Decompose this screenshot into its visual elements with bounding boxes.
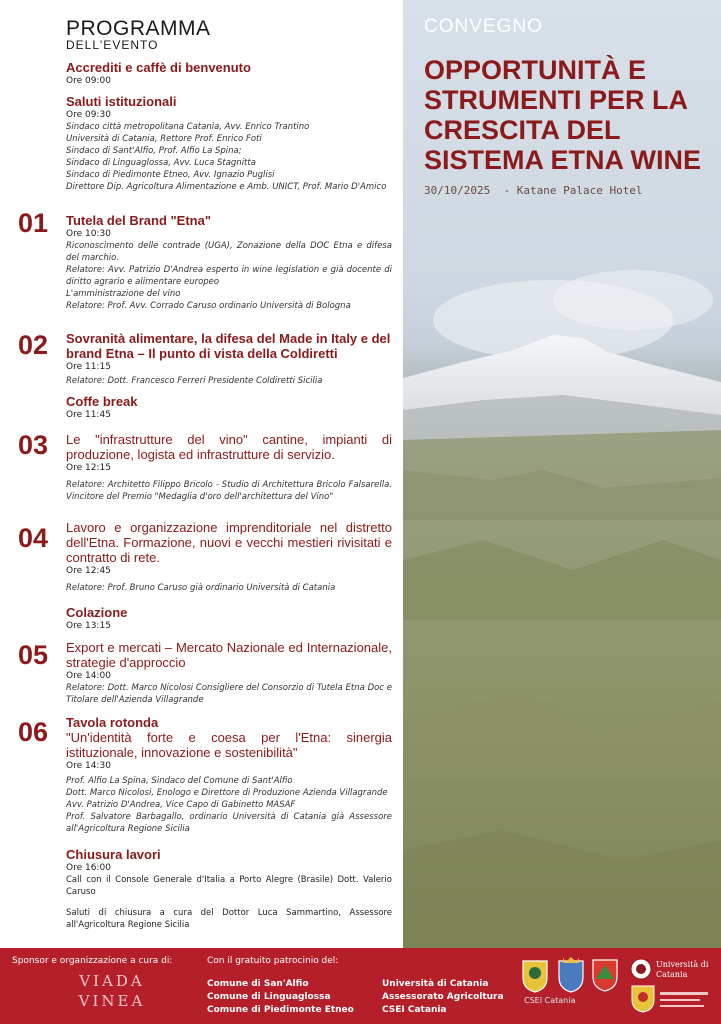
hero-title-line: SISTEMA ETNA WINE xyxy=(424,145,702,175)
session-02 xyxy=(66,331,392,387)
session-number: 05 xyxy=(18,640,49,670)
patron-item: Comune di Piedimonte Etneo xyxy=(207,1005,354,1015)
viada-vinea-logo xyxy=(72,968,152,1016)
session-title: Le "infrastrutture del vino" cantine, impianti di produzione, logista ed infrastrutture di servizio. xyxy=(66,432,392,462)
programme-title: PROGRAMMA xyxy=(66,17,211,40)
csei-logo-text: CSEI Catania xyxy=(524,996,576,1005)
piedimonte-crest-icon xyxy=(590,957,620,993)
event-venue: - Katane Palace Hotel xyxy=(503,184,643,197)
session-line: Sindaco di Linguaglossa, Avv. Luca Stagnitta xyxy=(66,158,256,168)
session-04 xyxy=(66,520,392,594)
patronage-label: Con il gratuito patrocinio del: xyxy=(207,956,339,966)
patron-item: CSEI Catania xyxy=(382,1005,447,1015)
session-line: Avv. Patrizio D'Andrea, Vice Capo di Gabinetto MASAF xyxy=(66,800,296,810)
session-time: Ore 14:30 xyxy=(66,761,111,771)
logo-text: VIADA xyxy=(79,972,145,990)
session-chiusura xyxy=(66,847,392,931)
session-time: Ore 12:45 xyxy=(66,566,111,576)
session-title: Tutela del Brand "Etna" xyxy=(66,213,211,228)
session-time: Ore 10:30 xyxy=(66,229,111,239)
session-time: Ore 11:45 xyxy=(66,410,111,420)
session-number: 04 xyxy=(18,523,49,553)
session-03 xyxy=(66,432,392,503)
session-coffee-break xyxy=(66,394,392,421)
unict-seal-icon xyxy=(630,958,652,980)
linguaglossa-crest-icon xyxy=(556,956,586,994)
session-line: Saluti di chiusura a cura del Dottor Luca Sammartino, Assessore all'Agricoltura Regione Sicilia xyxy=(66,908,392,930)
session-line: Call con il Console Generale d'Italia a Porto Alegre (Brasile) Dott. Valerio Caruso xyxy=(66,875,392,897)
session-line: Prof. Alfio La Spina, Sindaco del Comune di Sant'Alfio xyxy=(66,776,293,786)
patron-item: Comune di Linguaglossa xyxy=(207,992,331,1002)
session-line: Sindaco di Piedimonte Etneo, Avv. Ignazio Puglisi xyxy=(66,170,275,180)
event-date-venue xyxy=(424,184,643,197)
session-title: Chiusura lavori xyxy=(66,847,161,862)
session-title: Accrediti e caffè di benvenuto xyxy=(66,60,251,75)
session-line: Relatore: Prof. Bruno Caruso già ordinario Università di Catania xyxy=(66,583,336,593)
session-title: Sovranità alimentare, la difesa del Made in Italy e del brand Etna – Il punto di vista della Coldiretti xyxy=(66,331,391,361)
session-accrediti xyxy=(66,60,392,87)
hero-title-line: OPPORTUNITÀ E xyxy=(424,55,647,85)
session-line: Relatore: Avv. Patrizio D'Andrea esperto in wine legislation e già docente di diritto agrario e alimentare europeo xyxy=(66,265,392,287)
session-subtitle: "Un'identità forte e coesa per l'Etna: sinergia istituzionale, innovazione e sostenibilità" xyxy=(66,730,392,760)
session-time: Ore 11:15 xyxy=(66,362,111,372)
unict-logo-text: Università di Catania xyxy=(656,960,709,979)
patron-item: Assessorato Agricoltura xyxy=(382,992,504,1002)
session-line: Dott. Marco Nicolosi, Enologo e Direttore di Produzione Azienda Villagrande xyxy=(66,788,388,798)
session-title: Saluti istituzionali xyxy=(66,94,177,109)
session-01 xyxy=(66,213,392,312)
session-title: Colazione xyxy=(66,605,128,620)
session-line: Relatore: Dott. Marco Nicolosi Consigliere del Consorzio di Tutela Etna Doc e Titolare dell'Azienda Villagrande xyxy=(66,683,392,705)
session-title: Export e mercati – Mercato Nazionale ed Internazionale, strategie d'approccio xyxy=(66,640,392,670)
programme-subtitle: DELL'EVENTO xyxy=(66,38,159,52)
sponsor-label: Sponsor e organizzazione a cura di: xyxy=(12,956,173,966)
session-line: Relatore: Architetto Filippo Bricolo - Studio di Architettura Bricolo Falsarella. Vincitore del Premio "Medaglia d'oro dell'architettura del Vino" xyxy=(66,480,392,502)
session-number: 02 xyxy=(18,330,49,360)
session-title: Tavola rotonda xyxy=(66,715,159,730)
patrons-left xyxy=(207,978,354,1017)
session-06 xyxy=(66,715,392,835)
sant-alfio-crest-icon xyxy=(520,958,550,994)
session-line: Direttore Dip. Agricoltura Alimentazione e Amb. UNICT, Prof. Mario D'Amico xyxy=(66,182,387,192)
session-line: Relatore: Prof. Avv. Corrado Caruso ordinario Università di Bologna xyxy=(66,301,351,311)
session-number: 01 xyxy=(18,208,49,238)
session-title: Coffe break xyxy=(66,394,138,409)
assessorato-agricoltura-logo-icon xyxy=(660,988,708,1012)
session-number: 03 xyxy=(18,430,49,460)
event-date: 30/10/2025 xyxy=(424,184,491,197)
patron-item: Comune di San'Alfio xyxy=(207,979,309,989)
session-line: Sindaco di Sant'Alfio, Prof. Alfio La Spina; xyxy=(66,146,242,156)
hero-title-line: CRESCITA DEL xyxy=(424,115,621,145)
session-time: Ore 13:15 xyxy=(66,621,111,631)
hero-kicker: CONVEGNO xyxy=(424,16,543,37)
session-time: Ore 09:30 xyxy=(66,110,111,120)
session-time: Ore 16:00 xyxy=(66,863,111,873)
session-number: 06 xyxy=(18,717,49,747)
session-time: Ore 12:15 xyxy=(66,463,111,473)
session-time: Ore 14:00 xyxy=(66,671,111,681)
hero-title-line: STRUMENTI PER LA xyxy=(424,85,689,115)
regione-sicilia-crest-icon xyxy=(630,984,656,1014)
session-time: Ore 09:00 xyxy=(66,76,111,86)
patrons-right xyxy=(382,978,504,1017)
session-line: Prof. Salvatore Barbagallo, ordinario Università di Catania già Assessore all'Agricoltura Regione Sicilia xyxy=(66,812,392,834)
session-title: Lavoro e organizzazione imprenditoriale nel distretto dell'Etna. Formazione, nuovi e vecchi mestieri rivisitati e contratto di rete. xyxy=(66,520,392,565)
session-line: L'amministrazione del vino xyxy=(66,289,181,299)
session-05 xyxy=(66,640,392,706)
session-line: Riconoscimento delle contrade (UGA), Zonazione della DOC Etna e difesa del marchio. xyxy=(66,241,392,263)
logo-text: VINEA xyxy=(78,992,146,1010)
session-line: Università di Catania, Rettore Prof. Enrico Foti xyxy=(66,134,262,144)
session-saluti xyxy=(66,94,392,193)
session-line: Sindaco città metropolitana Catania, Avv. Enrico Trantino xyxy=(66,122,310,132)
patron-item: Università di Catania xyxy=(382,979,489,989)
session-colazione xyxy=(66,605,392,632)
session-line: Relatore: Dott. Francesco Ferreri Presidente Coldiretti Sicilia xyxy=(66,376,323,386)
hero-title xyxy=(424,55,714,175)
